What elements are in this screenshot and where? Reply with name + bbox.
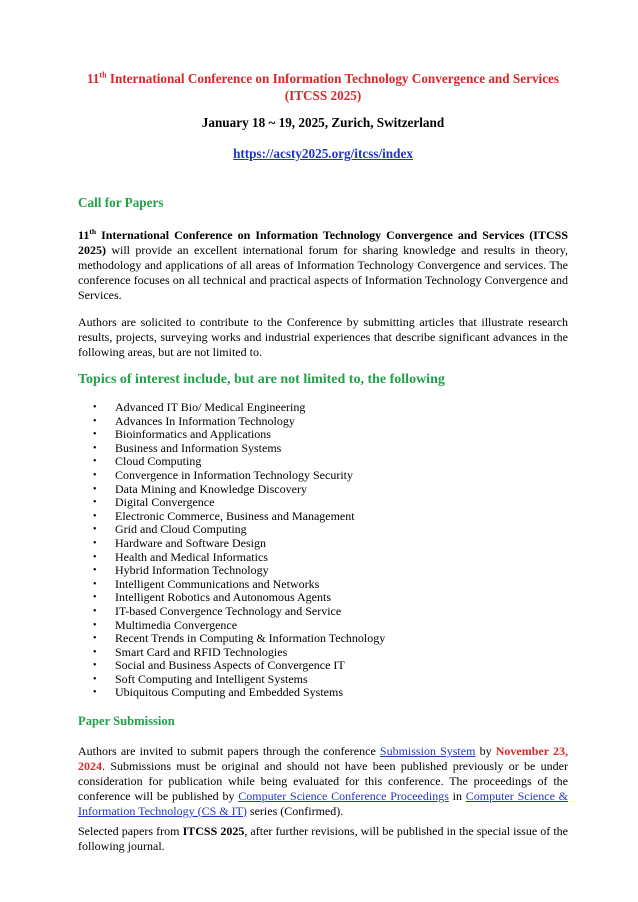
submission-text: in bbox=[448, 788, 466, 803]
topic-label: Data Mining and Knowledge Discovery bbox=[115, 481, 307, 496]
submission-text: by bbox=[475, 744, 496, 758]
topic-list-item bbox=[78, 510, 385, 524]
topic-label: Convergence in Information Technology Security bbox=[115, 467, 353, 482]
bullet-icon: • bbox=[93, 429, 97, 441]
submission-system-link[interactable]: Submission System bbox=[379, 744, 476, 758]
topic-label: Ubiquitous Computing and Embedded Systems bbox=[115, 685, 343, 700]
topic-label: Grid and Cloud Computing bbox=[115, 522, 247, 537]
topic-label: Multimedia Convergence bbox=[115, 617, 238, 632]
topic-list-item bbox=[78, 646, 385, 660]
bullet-icon: • bbox=[93, 483, 97, 495]
selected-conference-name: ITCSS 2025 bbox=[182, 824, 245, 838]
authors-solicited-paragraph: Authors are solicited to contribute to the Conference by submitting articles that illustrate research results, projects, surveying works and industrial experiences that describe significant advances in the following areas, but are not limited to. bbox=[78, 315, 568, 359]
topic-label: Electronic Commerce, Business and Management bbox=[115, 508, 355, 523]
topics-list bbox=[78, 401, 385, 700]
topic-label: Soft Computing and Intelligent Systems bbox=[115, 671, 308, 686]
topic-label: Health and Medical Informatics bbox=[115, 549, 268, 564]
topic-label: Social and Business Aspects of Convergence IT bbox=[115, 658, 345, 673]
topics-heading: Topics of interest include, but are not limited to, the following bbox=[78, 372, 445, 387]
bullet-icon: • bbox=[93, 646, 97, 658]
topic-list-item bbox=[78, 619, 385, 633]
bullet-icon: • bbox=[93, 442, 97, 454]
bullet-icon: • bbox=[93, 469, 97, 481]
submission-text: series (Confirmed). bbox=[246, 803, 344, 818]
topic-label: Digital Convergence bbox=[115, 495, 215, 510]
topic-list-item bbox=[78, 564, 385, 578]
bullet-icon: • bbox=[93, 524, 97, 536]
selected-text: , after further revisions, will be published in the special issue of the following journal. bbox=[78, 824, 568, 853]
conference-url-line bbox=[78, 146, 568, 162]
submission-text: . Submissions must be original and should not have been published previously or be under consideration for publication while being evaluated for this conference. The proceedings of the conference will be published by bbox=[78, 758, 568, 803]
bullet-icon: • bbox=[93, 551, 97, 563]
bullet-icon: • bbox=[93, 633, 97, 645]
topic-list-item bbox=[78, 483, 385, 497]
bullet-icon: • bbox=[93, 537, 97, 549]
conference-dates-location: January 18 ~ 19, 2025, Zurich, Switzerland bbox=[201, 115, 445, 130]
title-text: International Conference on Information Technology Convergence and Services bbox=[106, 71, 560, 86]
selected-papers-paragraph bbox=[78, 824, 568, 854]
topic-list-item bbox=[78, 551, 385, 565]
topic-label: Advances In Information Technology bbox=[115, 413, 295, 428]
bullet-icon: • bbox=[93, 510, 97, 522]
bullet-icon: • bbox=[93, 592, 97, 604]
conference-acronym: (ITCSS 2025) bbox=[284, 88, 362, 103]
topic-label: Hardware and Software Design bbox=[115, 535, 266, 550]
topic-list-item bbox=[78, 578, 385, 592]
bullet-icon: • bbox=[93, 402, 97, 413]
topic-list-item bbox=[78, 523, 385, 537]
cfp-description: will provide an excellent international forum for sharing knowledge and results in theory, methodology and applications of all areas of Information Technology Convergence and services. The conference focuses on all technical and practical aspects of Information Technology Convergence and Services. bbox=[78, 242, 568, 302]
conference-title bbox=[78, 70, 568, 87]
topic-label: Business and Information Systems bbox=[115, 440, 282, 455]
cfp-conference-name: International Conference on Information Technology Convergence and Services (ITCSS 2025) bbox=[78, 228, 568, 257]
proceedings-link[interactable]: Computer Science Conference Proceedings bbox=[238, 788, 449, 803]
topic-list-item bbox=[78, 428, 385, 442]
bullet-icon: • bbox=[93, 687, 97, 699]
paper-submission-heading: Paper Submission bbox=[78, 714, 175, 728]
topic-list-item bbox=[78, 496, 385, 510]
topic-list-item bbox=[78, 686, 385, 700]
topic-list-item bbox=[78, 632, 385, 646]
topic-list-item bbox=[78, 442, 385, 456]
topic-list-item bbox=[78, 401, 385, 415]
topic-label: IT-based Convergence Technology and Service bbox=[115, 603, 342, 618]
call-for-papers-heading: Call for Papers bbox=[78, 195, 164, 210]
bullet-icon: • bbox=[93, 415, 97, 427]
topic-label: Recent Trends in Computing & Information Technology bbox=[115, 631, 386, 646]
topic-list-item bbox=[78, 605, 385, 619]
topic-list-item bbox=[78, 415, 385, 429]
topic-list-item bbox=[78, 537, 385, 551]
bullet-icon: • bbox=[93, 660, 97, 672]
cfp-number: 11 bbox=[78, 228, 90, 242]
topic-label: Cloud Computing bbox=[115, 454, 202, 469]
bullet-icon: • bbox=[93, 565, 97, 577]
paper-submission-paragraph bbox=[78, 744, 568, 819]
cs-it-series-link[interactable]: Computer Science & Information Technology (CS & IT) bbox=[78, 788, 569, 818]
submission-deadline: November 23, 2024 bbox=[78, 744, 568, 773]
topic-list-item bbox=[78, 673, 385, 687]
bullet-icon: • bbox=[93, 619, 97, 631]
topic-label: Intelligent Communications and Networks bbox=[115, 576, 320, 591]
topic-list-item bbox=[78, 591, 385, 605]
topic-list-item bbox=[78, 659, 385, 673]
topic-label: Smart Card and RFID Technologies bbox=[115, 644, 288, 659]
bullet-icon: • bbox=[93, 578, 97, 590]
call-for-papers-paragraph bbox=[78, 228, 568, 303]
topic-label: Intelligent Robotics and Autonomous Agents bbox=[115, 590, 331, 605]
topic-label: Advanced IT Bio/ Medical Engineering bbox=[115, 400, 306, 414]
selected-text: Selected papers from bbox=[78, 824, 183, 838]
submission-text: Authors are invited to submit papers through the conference bbox=[78, 744, 380, 758]
topic-label: Bioinformatics and Applications bbox=[115, 427, 271, 442]
bullet-icon: • bbox=[93, 673, 97, 685]
title-ordinal-suffix: th bbox=[99, 70, 107, 80]
bullet-icon: • bbox=[93, 456, 97, 468]
topic-list-item bbox=[78, 469, 385, 483]
cfp-ordinal-suffix: th bbox=[89, 227, 97, 236]
bullet-icon: • bbox=[93, 497, 97, 509]
title-number: 11 bbox=[86, 71, 100, 86]
topic-label: Hybrid Information Technology bbox=[115, 563, 269, 578]
topic-list-item bbox=[78, 455, 385, 469]
conference-url-link[interactable]: https://acsty2025.org/itcss/index bbox=[233, 146, 413, 161]
bullet-icon: • bbox=[93, 605, 97, 617]
